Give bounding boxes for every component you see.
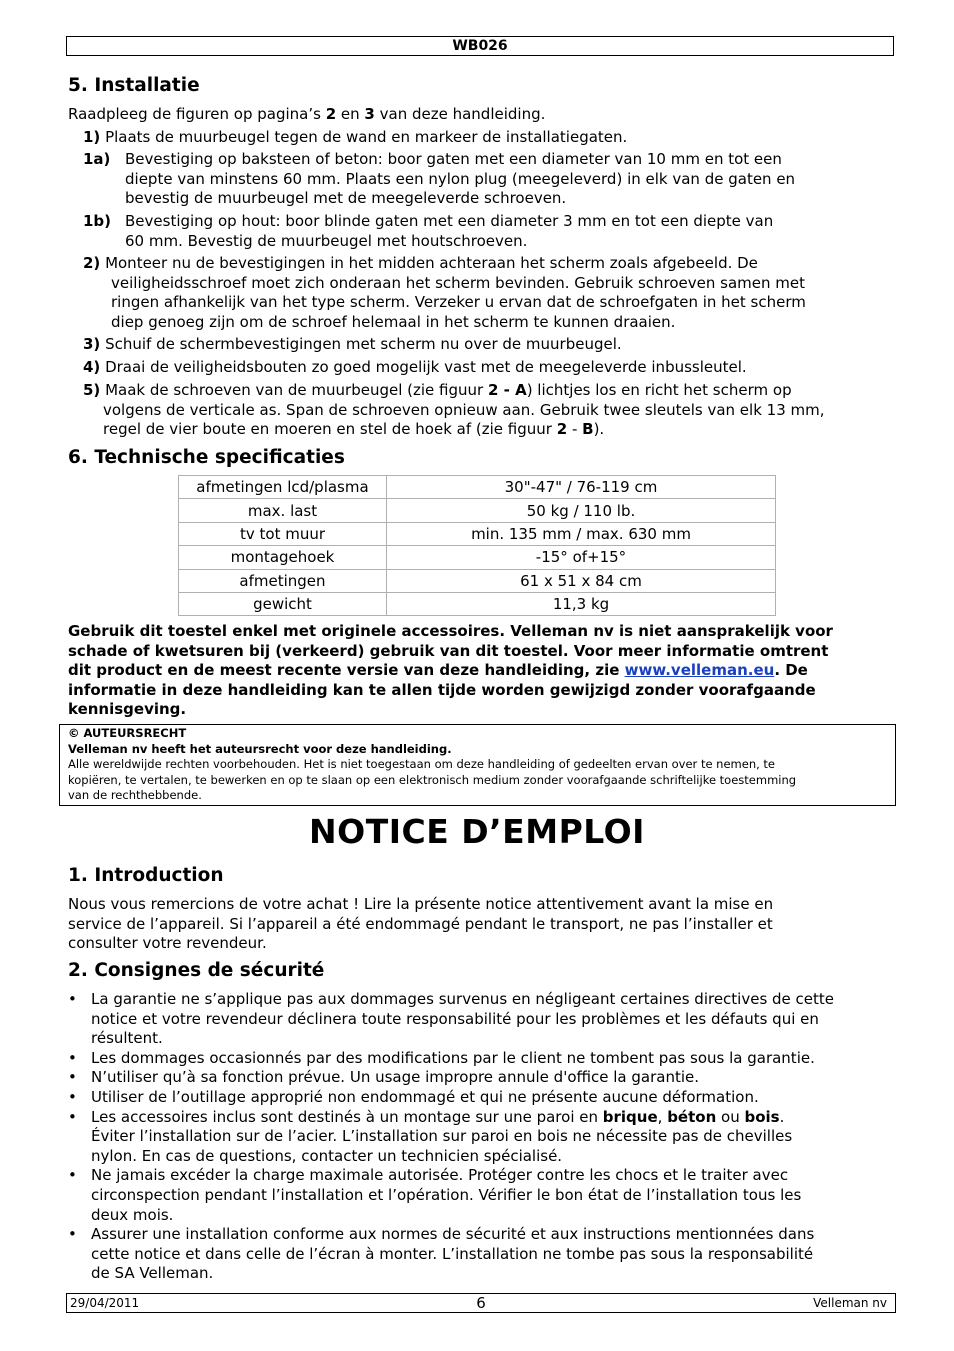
table-row: afmetingen 61 x 51 x 84 cm (179, 569, 776, 592)
step-number: 1) (83, 128, 101, 146)
step-1a: 1a) Bevestiging op baksteen of beton: boor gaten met een diameter van 10 mm en tot een diepte van minstens 60 mm. Plaats een nylon plug (meegeleverd) in elk van de gaten en bevestig de muurbeugel met de meegeleverde schroeven. (83, 150, 796, 208)
safety-list (68, 990, 898, 1284)
copyright-box: © AUTEURSRECHT Velleman nv heeft het auteursrecht voor deze handleiding. Alle wereldwijde rechten voorbehouden. Het is niet toegestaan om deze handleiding of gedeelten ervan over te nemen, te kopiëren, te vertalen, te bewerken en op te slaan op een elektronisch medium zonder voorafgaande schriftelijke toestemming van de rechthebbende. (59, 724, 896, 806)
table-row: afmetingen lcd/plasma 30"-47" / 76-119 cm (179, 476, 776, 499)
list-item: • Ne jamais excéder la charge maximale autorisée. Protéger contre les chocs et le traiter avec circonspection pendant l’installation et l’opération. Vérifier le bon état de l’installation tous les deux mois. (68, 1166, 802, 1224)
table-row: max. last 50 kg / 110 lb. (179, 499, 776, 522)
page-number: 6 (476, 1294, 486, 1312)
intro-paragraph: Raadpleeg de figuren op pagina’s 2 en 3 van deze handleiding. (68, 105, 546, 123)
list-item: • La garantie ne s’applique pas aux dommages survenus en négligeant certaines directives de cette notice et votre revendeur déclinera toute responsabilité pour les problèmes et les défauts qui en résultent. (68, 990, 835, 1048)
list-item: • Les dommages occasionnés par des modifications par le client ne tombent pas sous la garantie. (68, 1048, 815, 1067)
table-row: montagehoek -15° of+15° (179, 546, 776, 569)
section-title-specificaties: 6. Technische specificaties (68, 447, 345, 468)
list-item: • Assurer une installation conforme aux normes de sécurité et aux instructions mentionnées dans cette notice et dans celle de l’écran à monter. L’installation ne tombe pas sous la responsabilité de SA Velleman. (68, 1225, 815, 1283)
introduction-paragraph: Nous vous remercions de votre achat ! Lire la présente notice attentivement avant la mise en service de l’appareil. Si l’appareil a été endommagé pendant le transport, ne pas l’installer et consulter votre revendeur. (68, 895, 774, 953)
page-header (66, 36, 894, 56)
copyright-title: © AUTEURSRECHT (68, 726, 187, 740)
step-3: 3) Schuif de schermbevestigingen met scherm nu over de muurbeugel. (83, 335, 622, 353)
step-number: 1a) (83, 150, 111, 168)
page-footer (66, 1293, 896, 1313)
step-number: 1b) (83, 212, 112, 230)
list-item: • Les accessoires inclus sont destinés à un montage sur une paroi en brique, béton ou bois. Éviter l’installation sur de l’acier. L’installation sur paroi en bois ne nécessite pas de chevilles nylon. En cas de questions, contacter un technicien spécialisé. (68, 1107, 793, 1165)
footer-company: Velleman nv (813, 1296, 887, 1310)
step-4: 4) Draai de veiligheidsbouten zo goed mogelijk vast met de meegeleverde inbussleutel. (83, 358, 747, 376)
step-5: 5) Maak de schroeven van de muurbeugel (zie figuur 2 - A) lichtjes los en richt het scherm op volgens de verticale as. Span de schroeven opnieuw aan. Gebruik twee sleutels van elk 13 mm, regel de vier boute en moeren en stel de hoek af (zie figuur 2 - B). (83, 381, 825, 439)
spec-table (178, 475, 776, 616)
step-1: 1) Plaats de muurbeugel tegen de wand en markeer de installatiegaten. (83, 128, 628, 146)
section-title-installatie: 5. Installatie (68, 75, 200, 96)
warning-notice: Gebruik dit toestel enkel met originele accessoires. Velleman nv is niet aansprakelijk voor schade of kwetsuren bij (verkeerd) gebruik van dit toestel. Voor meer informatie omtrent dit product en de meest recente versie van deze handleiding, zie www.velleman.eu. De informatie in deze handleiding kan te allen tijde worden gewijzigd zonder voorafgaande kennisgeving. (68, 622, 833, 719)
step-2: 2) Monteer nu de bevestigingen in het midden achteraan het scherm zoals afgebeeld. De veiligheidsschroef moet zich onderaan het scherm bevinden. Gebruik schroeven samen met ringen afhankelijk van het type scherm. Verzeker u ervan dat de schroefgaten in het scherm diep genoeg zijn om de schroef helemaal in het scherm te kunnen draaien. (83, 254, 806, 331)
section-title-introduction: 1. Introduction (68, 865, 224, 886)
footer-date: 29/04/2011 (70, 1296, 140, 1310)
table-row: gewicht 11,3 kg (179, 592, 776, 615)
notice-title: NOTICE D’EMPLOI (309, 812, 645, 851)
velleman-link[interactable]: www.velleman.eu (624, 661, 775, 680)
list-item: • N’utiliser qu’à sa fonction prévue. Un usage impropre annule d'office la garantie. (68, 1068, 699, 1087)
step-1b: 1b) Bevestiging op hout: boor blinde gaten met een diameter 3 mm en tot een diepte van 60 mm. Bevestig de muurbeugel met houtschroeven. (83, 212, 774, 250)
copyright-subtitle: Velleman nv heeft het auteursrecht voor deze handleiding. (68, 741, 452, 756)
model-code: WB026 (452, 38, 508, 54)
table-row: tv tot muur min. 135 mm / max. 630 mm (179, 522, 776, 545)
section-title-consignes: 2. Consignes de sécurité (68, 960, 325, 981)
list-item: • Utiliser de l’outillage approprié non endommagé et qui ne présente aucune déformation. (68, 1087, 759, 1106)
